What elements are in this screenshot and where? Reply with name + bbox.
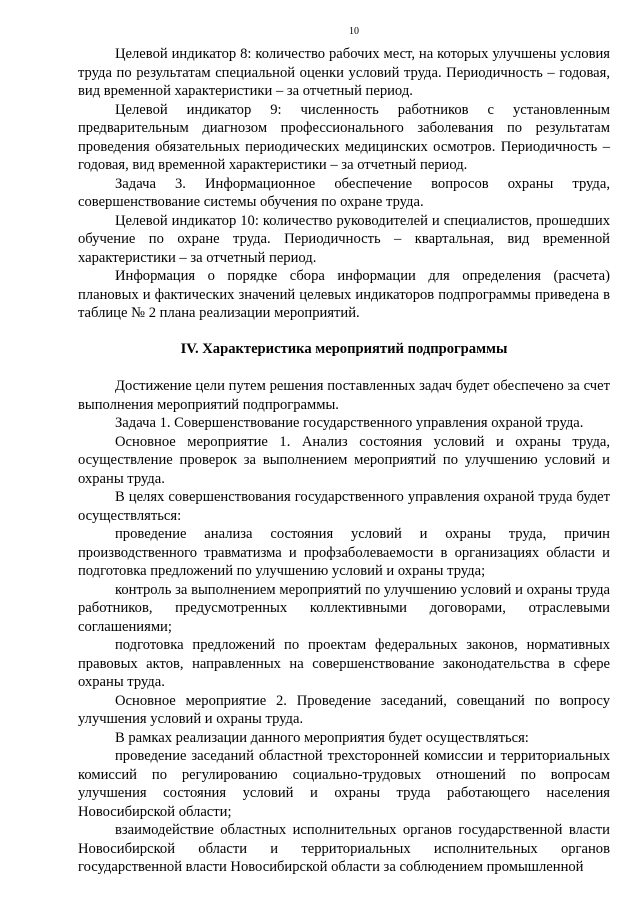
paragraph-proposals-item: подготовка предложений по проектам федеральных законов, нормативных правовых актов, направленных на совершенствование законодательства в сфере охраны труда. [78,637,610,690]
paragraph-data-collection-info: Информация о порядке сбора информации для определения (расчета) плановых и фактических значений целевых индикаторов подпрограммы приведена в таблице № 2 плана реализации мероприятий. [78,268,610,321]
paragraph-indicator-8: Целевой индикатор 8: количество рабочих мест, на которых улучшены условия труда по результатам специальной оценки условий труда. Периодичность – годовая, вид временной характеристики – за отчетный период. [78,46,610,99]
paragraph-interaction-item: взаимодействие областных исполнительных органов государственной власти Новосибирской области и территориальных исполнительных органов государственной власти Новосибирской области за соблюдением промышленной [78,822,610,875]
paragraph-analysis-item: проведение анализа состояния условий и охраны труда, причин производственного травматизма и профзаболеваемости в организациях области и подготовка предложений по улучшению условий и охраны труда; [78,526,610,579]
paragraph-task-3: Задача 3. Информационное обеспечение вопросов охраны труда, совершенствование системы обучения по охране труда. [78,175,610,210]
page-number: 10 [349,26,359,37]
paragraph-main-measure-1: Основное мероприятие 1. Анализ состояния условий и охраны труда, осуществление проверок за выполнением мероприятий по улучшению условий и охраны труда. [78,433,610,487]
paragraph-indicator-10: Целевой индикатор 10: количество руководителей и специалистов, прошедших обучение по охране труда. Периодичность – квартальная, вид временной характеристики – за отчетный период. [78,212,610,266]
paragraph-goal-achievement: Достижение цели путем решения поставленных задач будет обеспечено за счет выполнения мероприятий подпрограммы. [78,378,610,413]
section-heading: IV. Характеристика мероприятий подпрограммы [180,340,508,357]
paragraph-improvement-intro: В целях совершенствования государственного управления охраной труда будет осуществляться: [78,489,610,524]
paragraph-meetings-item: проведение заседаний областной трехсторонней комиссии и территориальных комиссий по регулированию социально-трудовых отношений по вопросам улучшения состояния условий и охраны труда работающего населения Новосибирской области; [78,748,610,820]
paragraph-implementation-intro: В рамках реализации данного мероприятия будет осуществляться: [115,729,529,746]
paragraph-task-1: Задача 1. Совершенствование государственного управления охраной труда. [115,415,584,431]
paragraph-control-item: контроль за выполнением мероприятий по улучшению условий и охраны труда работников, предусмотренных коллективными договорами, отраслевыми соглашениями; [78,581,610,635]
paragraph-main-measure-2: Основное мероприятие 2. Проведение заседаний, совещаний по вопросу улучшения условий и охраны труда. [78,692,610,727]
paragraph-indicator-9: Целевой индикатор 9: численность работников с установленным предварительным диагнозом профессионального заболевания по результатам проведения обязательных периодических медицинских осмотров. Периодичность – годовая, вид временной характеристики – за отчетный период. [78,101,610,173]
